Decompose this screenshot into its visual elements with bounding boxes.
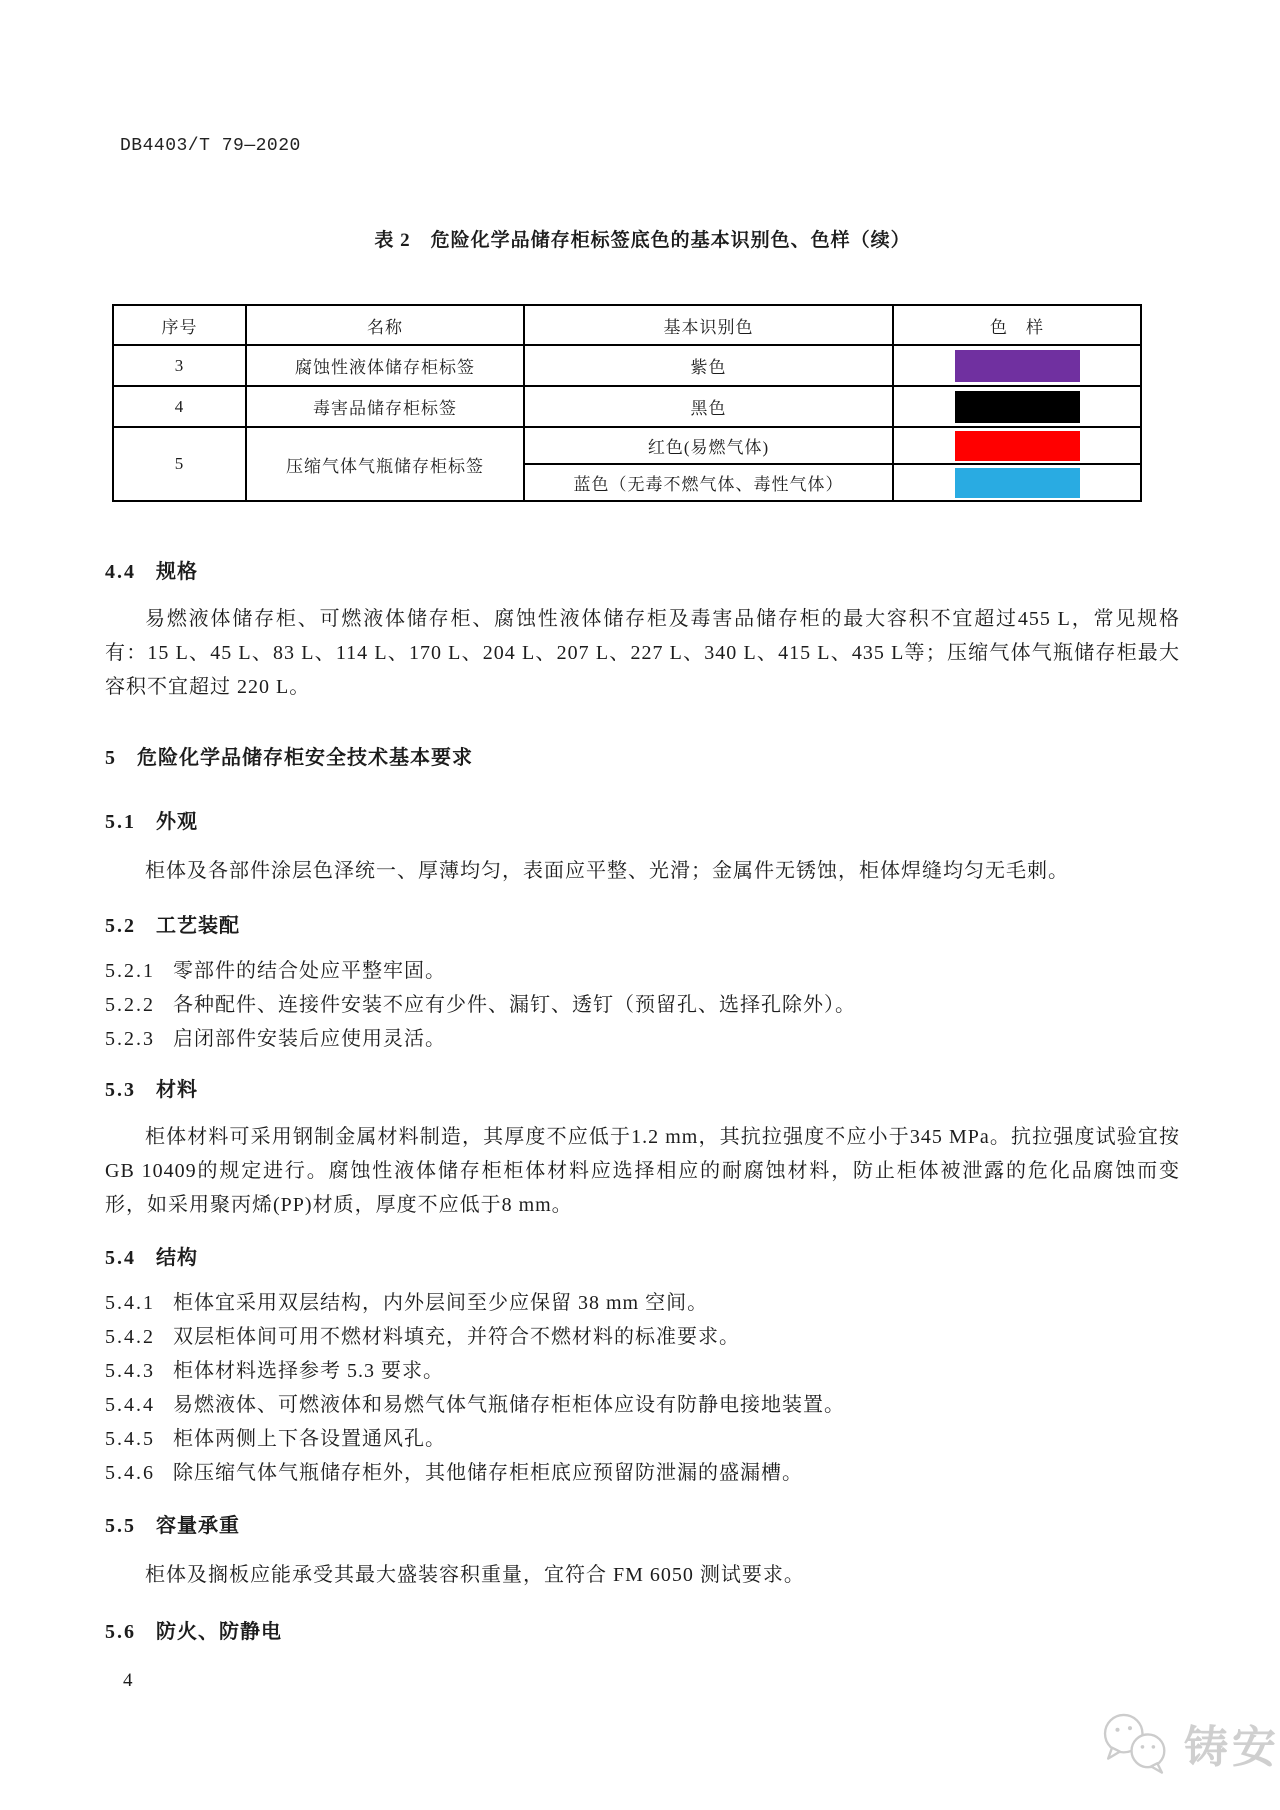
cell-no: 3 (113, 345, 246, 386)
clause-number: 5.4.4 (105, 1394, 155, 1416)
cell-color-sample (893, 345, 1141, 386)
table-header-row (113, 305, 1141, 345)
section-number: 5.1 (105, 811, 136, 833)
cell-color-name: 黑色 (524, 386, 893, 427)
section-5-5-paragraph: 柜体及搁板应能承受其最大盛装容积重量，宜符合 FM 6050 测试要求。 (145, 1564, 805, 1586)
clause-text: 启闭部件安装后应使用灵活。 (173, 1028, 446, 1050)
clause-number: 5.4.3 (105, 1360, 155, 1382)
clause-text: 各种配件、连接件安装不应有少件、漏钉、透钉（预留孔、选择孔除外）。 (173, 994, 856, 1016)
section-heading-5-6 (105, 1618, 1180, 1646)
cell-color-sample (893, 464, 1141, 501)
cell-color-name: 紫色 (524, 345, 893, 386)
clause-5-2-3 (105, 1022, 1180, 1056)
section-heading-5-3 (105, 1076, 1180, 1104)
header-cell-color: 基本识别色 (524, 305, 893, 345)
clause-text: 除压缩气体气瓶储存柜外，其他储存柜柜底应预留防泄漏的盛漏槽。 (173, 1462, 803, 1484)
cell-name: 腐蚀性液体储存柜标签 (246, 345, 524, 386)
cell-no: 4 (113, 386, 246, 427)
section-number: 5.2 (105, 915, 136, 937)
section-5-2-clauses (105, 954, 1180, 1056)
section-number: 4.4 (105, 561, 136, 583)
section-number: 5 (105, 747, 117, 769)
clause-text: 双层柜体间可用不燃材料填充，并符合不燃材料的标准要求。 (173, 1326, 740, 1348)
clause-5-4-4 (105, 1388, 1180, 1422)
clause-text: 柜体材料选择参考 5.3 要求。 (173, 1360, 444, 1382)
table-row (113, 427, 1141, 464)
color-identification-table (112, 304, 1142, 502)
table-row (113, 345, 1141, 386)
cell-name: 毒害品储存柜标签 (246, 386, 524, 427)
section-title: 外观 (156, 811, 198, 833)
clause-5-2-2 (105, 988, 1180, 1022)
watermark (1098, 1710, 1280, 1776)
clause-number: 5.2.3 (105, 1028, 155, 1050)
section-number: 5.4 (105, 1247, 136, 1269)
watermark-text: 铸安 (1184, 1723, 1280, 1772)
cell-color-sample (893, 427, 1141, 464)
blue-color-swatch (955, 468, 1080, 498)
black-color-swatch (955, 391, 1080, 423)
clause-5-4-3 (105, 1354, 1180, 1388)
section-5-3-paragraph: 柜体材料可采用钢制金属材料制造，其厚度不应低于1.2 mm，其抗拉强度不应小于345 MPa。抗拉强度试验宜按GB 10409的规定进行。腐蚀性液体储存柜柜体材料应选择相应的耐腐蚀材料，防止柜体被泄露的危化品腐蚀而变形，如采用聚丙烯(PP)材质，厚度不应低于8 mm。 (105, 1126, 1180, 1216)
clause-number: 5.4.5 (105, 1428, 155, 1450)
clause-5-2-1 (105, 954, 1180, 988)
header-cell-sample: 色 样 (893, 305, 1141, 345)
section-title: 材料 (156, 1079, 198, 1101)
section-number: 5.3 (105, 1079, 136, 1101)
section-title: 规格 (156, 561, 198, 583)
section-5-4-clauses (105, 1286, 1180, 1490)
clause-text: 零部件的结合处应平整牢固。 (173, 960, 446, 982)
wechat-bubbles-icon (1098, 1710, 1176, 1776)
clause-number: 5.4.1 (105, 1292, 155, 1314)
clause-text: 柜体宜采用双层结构，内外层间至少应保留 38 mm 空间。 (173, 1292, 709, 1314)
clause-5-4-2 (105, 1320, 1180, 1354)
header-cell-no: 序号 (113, 305, 246, 345)
cell-color-name: 蓝色（无毒不燃气体、毒性气体） (524, 464, 893, 501)
section-title: 容量承重 (156, 1515, 240, 1537)
clause-5-4-1 (105, 1286, 1180, 1320)
clause-number: 5.4.6 (105, 1462, 155, 1484)
page-number: 4 (123, 1670, 133, 1691)
clause-5-4-6 (105, 1456, 1180, 1490)
red-color-swatch (955, 431, 1080, 461)
page-content (105, 225, 1180, 1692)
table-row (113, 386, 1141, 427)
cell-color-name: 红色(易燃气体) (524, 427, 893, 464)
section-title: 危险化学品储存柜安全技术基本要求 (137, 747, 473, 769)
clause-text: 易燃液体、可燃液体和易燃气体气瓶储存柜柜体应设有防静电接地装置。 (173, 1394, 845, 1416)
purple-color-swatch (955, 350, 1080, 382)
section-heading-5-1 (105, 808, 1180, 836)
clause-text: 柜体两侧上下各设置通风孔。 (173, 1428, 446, 1450)
section-title: 结构 (156, 1247, 198, 1269)
clause-number: 5.2.1 (105, 960, 155, 982)
doc-code: DB4403/T 79—2020 (120, 136, 301, 156)
cell-name: 压缩气体气瓶储存柜标签 (246, 427, 524, 501)
section-title: 防火、防静电 (156, 1621, 282, 1643)
section-heading-5-5 (105, 1512, 1180, 1540)
section-number: 5.5 (105, 1515, 136, 1537)
cell-no: 5 (113, 427, 246, 501)
clause-5-4-5 (105, 1422, 1180, 1456)
section-5-1-paragraph: 柜体及各部件涂层色泽统一、厚薄均匀，表面应平整、光滑；金属件无锈蚀，柜体焊缝均匀无毛刺。 (145, 860, 1069, 882)
section-heading-5 (105, 744, 1180, 772)
clause-number: 5.4.2 (105, 1326, 155, 1348)
section-heading-4-4 (105, 558, 1180, 586)
header-cell-name: 名称 (246, 305, 524, 345)
section-heading-5-2 (105, 912, 1180, 940)
clause-number: 5.2.2 (105, 994, 155, 1016)
section-number: 5.6 (105, 1621, 136, 1643)
table-title: 表 2 危险化学品储存柜标签底色的基本识别色、色样（续） (374, 230, 911, 251)
section-title: 工艺装配 (156, 915, 240, 937)
section-heading-5-4 (105, 1244, 1180, 1272)
cell-color-sample (893, 386, 1141, 427)
section-4-4-paragraph: 易燃液体储存柜、可燃液体储存柜、腐蚀性液体储存柜及毒害品储存柜的最大容积不宜超过455 L，常见规格有：15 L、45 L、83 L、114 L、170 L、204 L、207 L、227 L、340 L、415 L、435 L等；压缩气体气瓶储存柜最大容积不宜超过 220 L。 (105, 608, 1180, 698)
